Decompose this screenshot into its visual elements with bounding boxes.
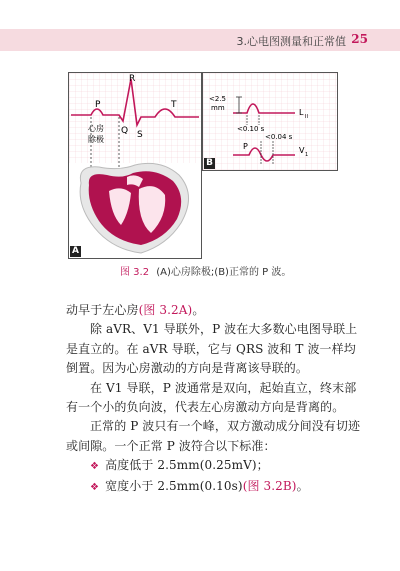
height-unit: mm	[211, 104, 225, 112]
paragraph-3: 在 V1 导联，P 波通常是双向，起始直立，终末部有一个小的负向波，代表左心房激动方向是背离的。	[66, 380, 357, 415]
wave-label-q: Q	[121, 126, 129, 136]
body-text	[66, 301, 366, 497]
paragraph-4: 正常的 P 波只有一个峰，双方激动成分间没有切迹或间隙。一个正常 P 波符合以下标准：	[66, 419, 361, 453]
lead-top-sub: II	[305, 114, 308, 120]
wave-label-s: S	[137, 130, 143, 140]
paragraph-1: 动早于左心房(图 3.2A)。	[66, 303, 205, 317]
caption-label: 图 3.2	[120, 267, 150, 278]
ecg-grid	[69, 73, 201, 163]
atrial-label-line2: 除极	[88, 135, 104, 144]
section-title: 3.心电图测量和正常值	[236, 35, 346, 48]
wave-label-t: T	[171, 100, 177, 110]
atrial-label-line1: 心房	[88, 124, 104, 133]
lead-bottom-sub: 1	[305, 152, 309, 158]
page-number: 25	[351, 32, 368, 46]
figure-ref-link[interactable]: (图 3.2A)	[138, 303, 193, 317]
figure-ref-link[interactable]: (图 3.2B)	[242, 478, 297, 493]
figure-caption	[120, 263, 291, 278]
wave-label-r: R	[129, 74, 136, 84]
figure-panel-b	[202, 72, 338, 171]
width-label-2: <0.04 s	[265, 133, 293, 141]
ecg-heart-illustration	[69, 73, 201, 258]
panel-b-tag: B	[204, 158, 215, 169]
width-label: <0.10 s	[237, 125, 265, 133]
ecg-grid-b	[203, 73, 337, 170]
bullet-item-width: ❖ 宽度小于 2.5mm(0.10s)(图 3.2B)。	[90, 478, 309, 493]
diamond-bullet-icon: ❖	[90, 461, 100, 473]
panel-a-tag: A	[70, 246, 81, 257]
lead-bottom: V	[299, 146, 305, 155]
paragraph-2: 除 aVR、V1 导联外，P 波在大多数心电图导联上是直立的。在 aVR 导联，它与 QRS 波和 T 波一样均倒置。因为心房激动的方向是背离该导联的。	[66, 322, 358, 376]
wave-label-p: P	[95, 100, 101, 110]
p-wave-diagram	[203, 73, 337, 170]
bullet-item-height: ❖ 高度低于 2.5mm(0.25mV)；	[90, 458, 269, 473]
heart-illustration	[80, 163, 188, 253]
p-label: P	[243, 142, 248, 151]
figure-panel-a	[68, 72, 202, 259]
height-label: <2.5	[209, 95, 226, 103]
caption-text: (A)心房除极;(B)正常的 P 波。	[156, 267, 292, 278]
diamond-bullet-icon: ❖	[90, 481, 100, 493]
lead-top-prefix: L	[299, 108, 304, 117]
